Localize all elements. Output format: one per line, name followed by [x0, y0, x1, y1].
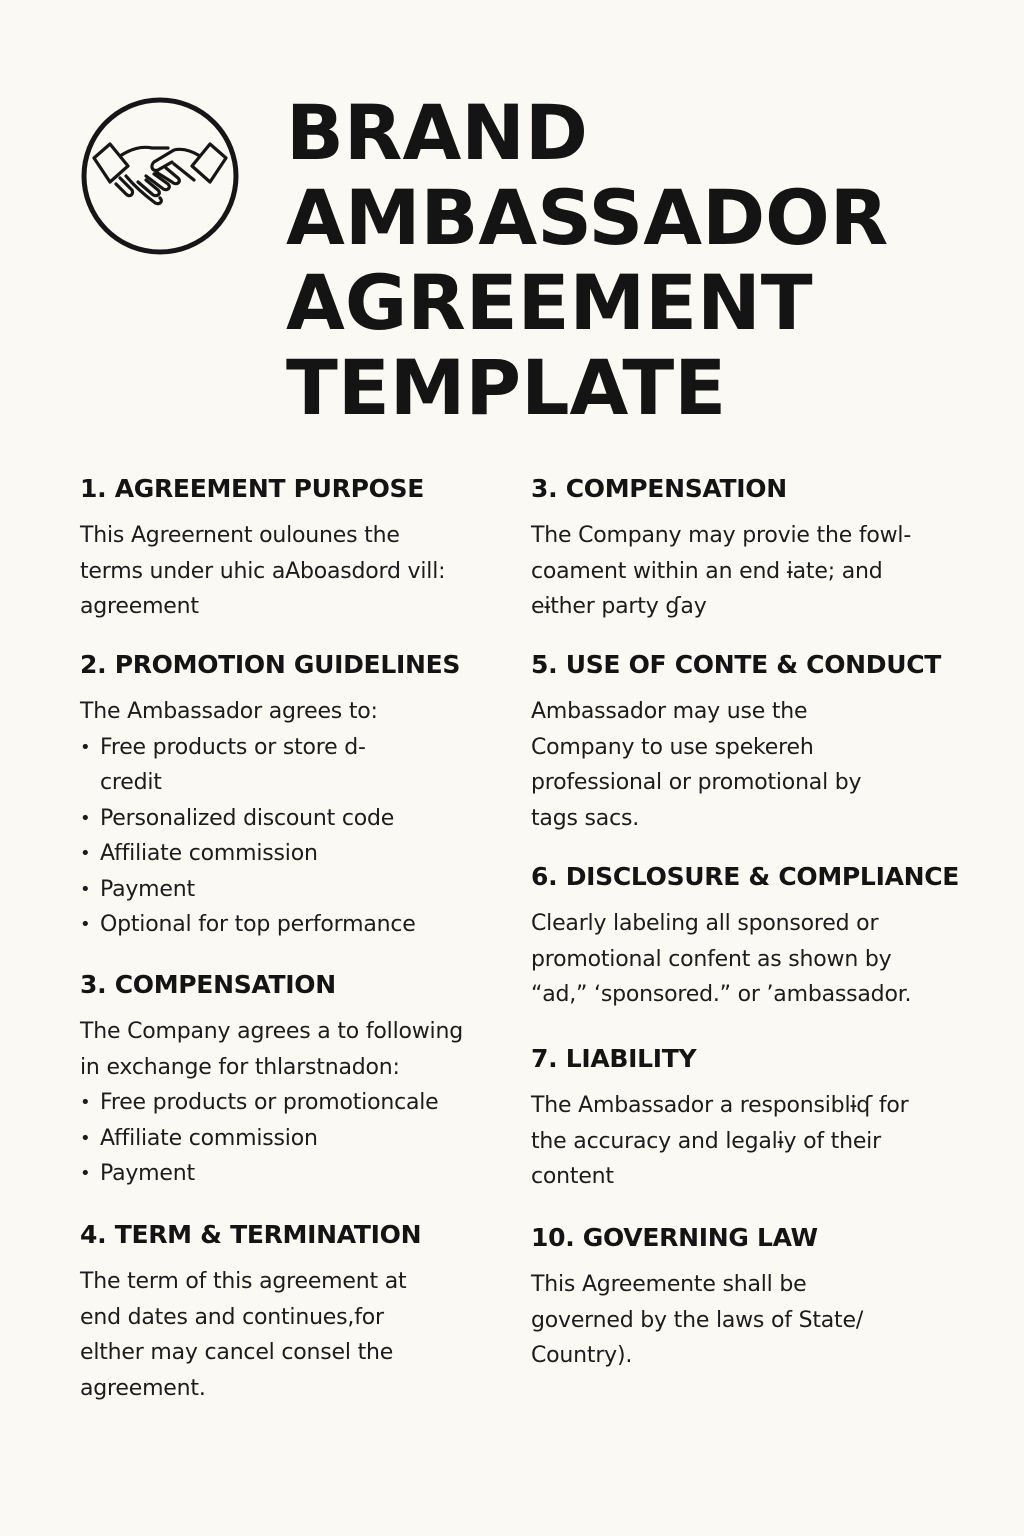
section-use-of-content [531, 648, 1001, 836]
body-line: terms under uhic aAboasdord vill: [80, 558, 446, 584]
section-liability [531, 1042, 1001, 1195]
body-line: governed by the laws of State/ [531, 1307, 864, 1333]
body-line: the accuracy and legalɨy of their [531, 1128, 881, 1154]
body-line: The term of this agreement at [80, 1269, 407, 1294]
section-heading: 2. PROMOTION GUIDELINES [80, 650, 461, 679]
body-line: The Ambassador a responsiblɨʠ for [531, 1093, 909, 1118]
list-item: • Free products or promotioncale [80, 1085, 510, 1121]
section-promotion-guidelines [80, 648, 510, 943]
section-heading: 4. TERM & TERMINATION [80, 1220, 422, 1249]
section-agreement-purpose [80, 472, 510, 625]
section-governing-law [531, 1221, 1001, 1374]
title-line-3: AGREEMENT [286, 258, 813, 347]
section-heading: 3. COMPENSATION [80, 970, 336, 999]
section-disclosure-compliance [531, 860, 1001, 1013]
body-line: Ambassador may use the [531, 699, 808, 724]
bullet-list [80, 730, 510, 943]
body-line: professional or promotional by [531, 770, 862, 795]
body-line: agreement. [80, 1375, 206, 1401]
section-heading: 5. USE OF CONTE & CONDUCT [531, 650, 942, 679]
section-heading: 3. COMPENSATION [531, 474, 787, 503]
body-line: Country). [531, 1343, 633, 1368]
body-line: Company to use spekereh [531, 734, 814, 760]
list-item: • Payment [80, 872, 510, 908]
section-body [531, 1267, 1001, 1374]
body-line: The Company may provie the fowl- [531, 523, 912, 548]
section-body [531, 694, 1001, 836]
handshake-logo [80, 96, 240, 256]
body-line: eɨther party ɠay [531, 594, 707, 619]
body-line: promotional confent as shown by [531, 946, 892, 972]
section-body [80, 694, 510, 730]
body-line: Clearly labeling all sponsored or [531, 911, 879, 936]
list-item: • Optional for top performance [80, 907, 510, 943]
page-title [286, 90, 1006, 430]
body-line: This Agreernent oulounes the [80, 523, 400, 548]
handshake-icon [80, 96, 240, 256]
body-line: coament within an end ɨate; and [531, 558, 883, 584]
body-line: agreement [80, 594, 199, 619]
section-heading: 6. DISCLOSURE & COMPLIANCE [531, 862, 960, 891]
list-item: • Affiliate commission [80, 1121, 510, 1157]
section-compensation-right [531, 472, 1001, 625]
section-heading: 10. GOVERNING LAW [531, 1223, 818, 1252]
list-item: • Personalized discount code [80, 801, 510, 837]
title-line-4: TEMPLATE [286, 343, 727, 432]
section-compensation [80, 968, 510, 1192]
body-line: elther may cancel consel the [80, 1340, 394, 1365]
list-item: • Affiliate commission [80, 836, 510, 872]
body-line: “ad,” ‘sponsored.” or ’ambassador. [531, 982, 912, 1007]
bullet-list [80, 1085, 510, 1192]
list-item: • Free products or store d- credit [80, 730, 510, 801]
section-heading: 1. AGREEMENT PURPOSE [80, 474, 425, 503]
body-line: content [531, 1164, 614, 1189]
section-body [531, 1088, 1001, 1195]
body-line: The Ambassador agrees to: [80, 699, 378, 724]
section-body [531, 518, 1001, 625]
list-item: • Payment [80, 1156, 510, 1192]
section-body [80, 518, 510, 625]
section-body [531, 906, 1001, 1013]
section-heading: 7. LIABILITY [531, 1044, 697, 1073]
section-term-termination [80, 1218, 510, 1406]
section-body [80, 1264, 510, 1406]
title-line-2: AMBASSADOR [286, 173, 889, 262]
title-line-1: BRAND [286, 88, 588, 177]
body-line: in exchange for thlarstnadon: [80, 1054, 400, 1080]
section-body [80, 1014, 510, 1085]
body-line: This Agreemente shall be [531, 1272, 807, 1297]
body-line: end dates and continues,for [80, 1304, 384, 1330]
body-line: tags sacs. [531, 805, 640, 831]
body-line: The Company agrees a to following [80, 1019, 463, 1044]
